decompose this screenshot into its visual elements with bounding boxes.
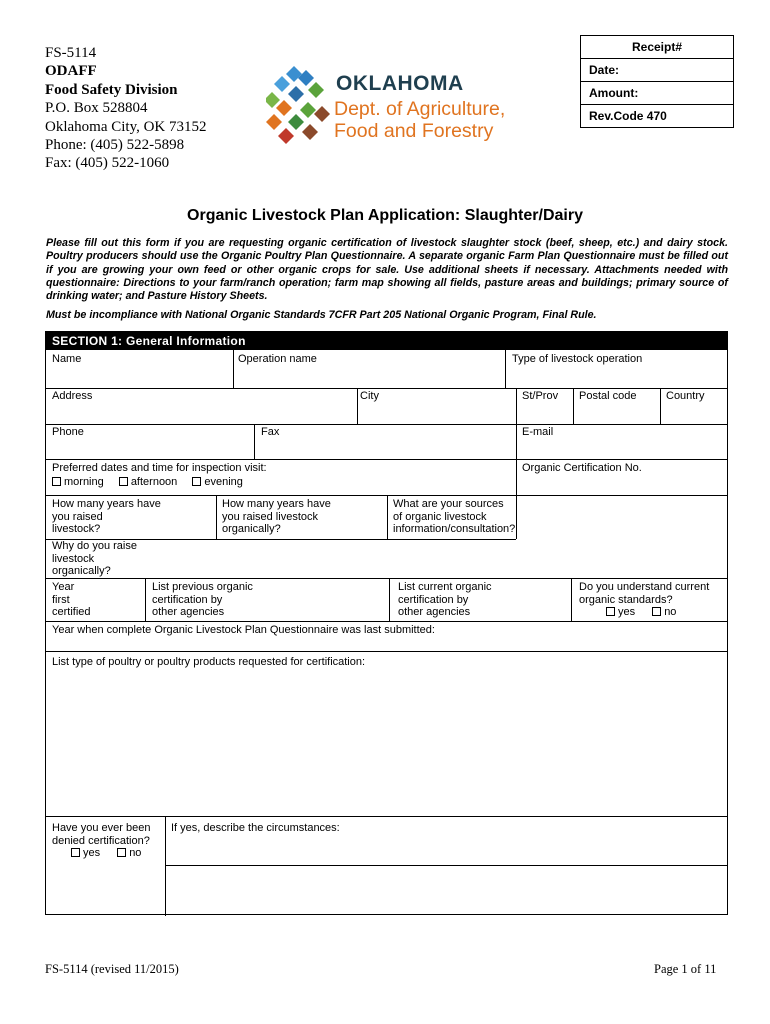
denied-describe-label: If yes, describe the circumstances:	[171, 822, 340, 834]
evening-checkbox[interactable]	[192, 477, 201, 486]
year-first-certified-label: Year first certified	[52, 581, 91, 619]
understand-yes-checkbox[interactable]	[606, 607, 615, 616]
cert-no-label: Organic Certification No.	[522, 462, 642, 474]
section-header	[46, 332, 727, 350]
agency-name: ODAFF	[45, 63, 97, 80]
receipt-amount: Amount:	[581, 82, 733, 105]
inspection-time-options	[52, 476, 243, 489]
name-label: Name	[52, 353, 82, 365]
logo-line-3: Food and Forestry	[334, 120, 494, 142]
form-id: FS-5114	[45, 45, 97, 61]
morning-label: morning	[64, 476, 104, 488]
agency-fax: Fax: (405) 522-1060	[45, 155, 170, 172]
compliance-note: Must be incompliance with National Organic Standards 7CFR Part 205 National Organic Program, Final Rule.	[46, 309, 597, 321]
instructions: Please fill out this form if you are requesting organic certification of livestock slaughter stock (beef, sheep, etc.) and dairy stock. Poultry producers should use the Organic Poultry Plan Questionnaire. A separate organic Farm Plan Questionnaire must be filled out if you are growing your own feed or other organic crops for sale. Use additional sheets if necessary. Attachments needed with questionnaire: Directions to your farm/ranch operation; farm map showing all fields, pasture areas and buildings; primary source of drinking water; and Pasture History Sheets.	[46, 237, 728, 303]
odaff-logo	[266, 64, 506, 148]
po-box: P.O. Box 528804	[45, 100, 148, 117]
operation-type-label: Type of livestock operation	[512, 353, 643, 365]
afternoon-checkbox[interactable]	[119, 477, 128, 486]
denied-certification-label: Have you ever been denied certification? yes no	[52, 822, 151, 860]
operation-name-label: Operation name	[238, 353, 317, 365]
years-raised-label: How many years have you raised livestock?	[52, 498, 161, 536]
receipt-date: Date:	[581, 59, 733, 82]
receipt-number: Receipt#	[581, 36, 733, 59]
section-1-form	[45, 331, 728, 915]
phone-label: Phone	[52, 426, 84, 438]
evening-label: evening	[204, 476, 243, 488]
denied-yes-checkbox[interactable]	[71, 848, 80, 857]
email-label: E-mail	[522, 426, 554, 438]
city-state: Oklahoma City, OK 73152	[45, 118, 207, 135]
agency-phone: Phone: (405) 522-5898	[45, 137, 185, 154]
understand-no-checkbox[interactable]	[652, 607, 661, 616]
agency-address-block	[45, 44, 207, 173]
previous-cert-label: List previous organic certification by other agencies	[152, 581, 253, 619]
country-label: Country	[666, 390, 705, 402]
receipt-box	[580, 35, 734, 128]
current-cert-label: List current organic certification by other agencies	[398, 581, 492, 619]
receipt-rev-code: Rev.Code 470	[589, 109, 667, 123]
sources-label: What are your sources of organic livestock information/consultation?	[393, 498, 516, 536]
logo-line-2: Dept. of Agriculture,	[334, 98, 506, 120]
st-prov-label: St/Prov	[522, 390, 559, 402]
division-name: Food Safety Division	[45, 81, 178, 98]
denied-no-checkbox[interactable]	[117, 848, 126, 857]
footer-form-id: FS-5114 (revised 11/2015)	[45, 962, 179, 976]
logo-line-1: OKLAHOMA	[336, 72, 464, 95]
understand-standards-label: Do you understand current organic standards? yes no	[579, 581, 710, 619]
section-title: SECTION 1: General Information	[52, 334, 246, 348]
inspection-visit-label: Preferred dates and time for inspection visit:	[52, 462, 267, 474]
city-label: City	[360, 390, 379, 402]
logo-emblem-icon	[266, 64, 332, 148]
afternoon-label: afternoon	[130, 476, 178, 488]
form-title: Organic Livestock Plan Application: Slaughter/Dairy	[187, 207, 583, 224]
page-number: Page 1 of 11	[654, 962, 717, 976]
questionnaire-year-label: Year when complete Organic Livestock Plan Questionnaire was last submitted:	[52, 624, 435, 636]
why-organic-label: Why do you raise livestock organically?	[52, 540, 137, 578]
fax-label: Fax	[261, 426, 280, 438]
address-label: Address	[52, 390, 93, 402]
poultry-list-label: List type of poultry or poultry products requested for certification:	[52, 656, 366, 668]
morning-checkbox[interactable]	[52, 477, 61, 486]
years-organic-label: How many years have you raised livestock organically?	[222, 498, 331, 536]
postal-code-label: Postal code	[579, 390, 637, 402]
